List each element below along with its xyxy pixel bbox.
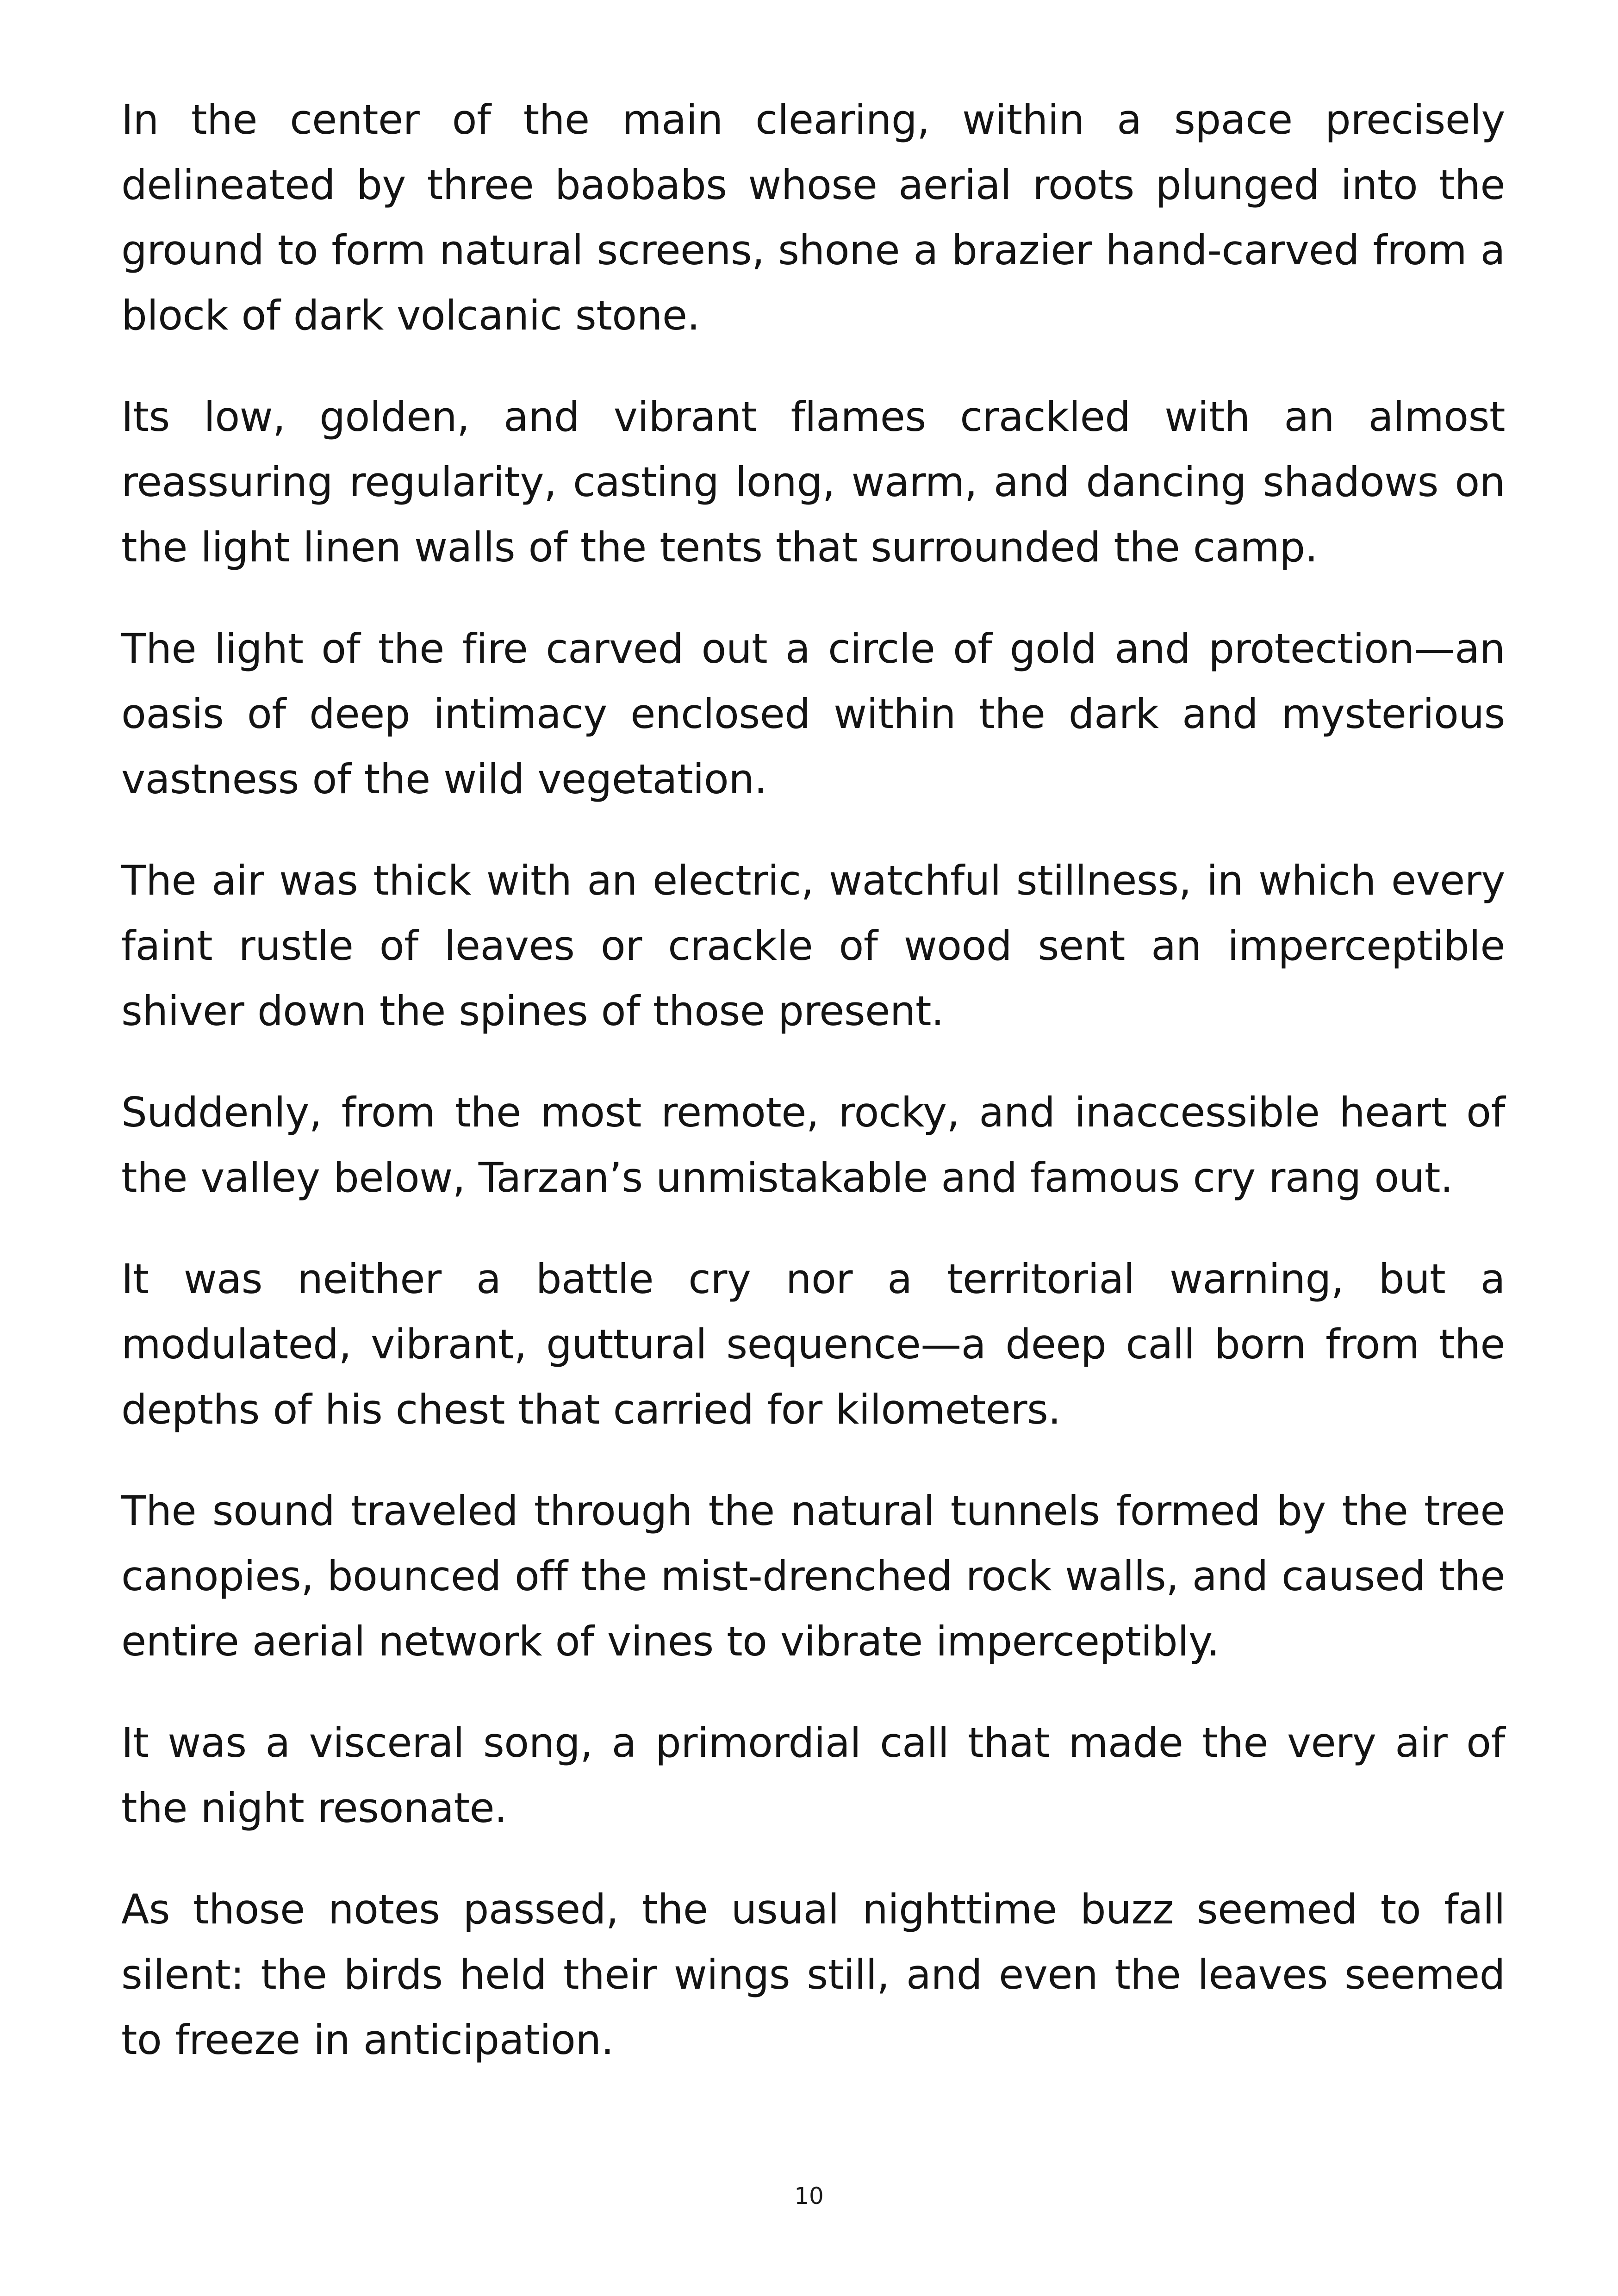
paragraph: Suddenly, from the most remote, rocky, and inaccessible heart of the valley below, Tarzan’s unmistakable and famous cry rang out.: [121, 1089, 1505, 1201]
page-number: 10: [794, 2183, 824, 2209]
paragraph: It was neither a battle cry nor a territorial warning, but a modulated, vibrant, guttural sequence—a deep call born from the depths of his chest that carried for kilometers.: [121, 1255, 1505, 1433]
paragraph: The air was thick with an electric, watchful stillness, in which every faint rustle of leaves or crackle of wood sent an imperceptible shiver down the spines of those present.: [121, 857, 1505, 1035]
paragraph: The sound traveled through the natural tunnels formed by the tree canopies, bounced off the mist-drenched rock walls, and caused the entire aerial network of vines to vibrate imperceptibly.: [121, 1487, 1505, 1665]
paragraph: The light of the fire carved out a circle of gold and protection—an oasis of deep intimacy enclosed within the dark and mysterious vastness of the wild vegetation.: [121, 625, 1505, 803]
body-text: [121, 87, 1505, 2072]
paragraph: In the center of the main clearing, within a space precisely delineated by three baobabs whose aerial roots plunged into the ground to form natural screens, shone a brazier hand-carved from a block of dark volcanic stone.: [121, 96, 1505, 339]
paragraph: Its low, golden, and vibrant flames crackled with an almost reassuring regularity, casting long, warm, and dancing shadows on the light linen walls of the tents that surrounded the camp.: [121, 393, 1505, 571]
paragraph: As those notes passed, the usual nighttime buzz seemed to fall silent: the birds held their wings still, and even the leaves seemed to freeze in anticipation.: [121, 1885, 1505, 2064]
paragraph: It was a visceral song, a primordial call that made the very air of the night resonate.: [121, 1719, 1505, 1832]
